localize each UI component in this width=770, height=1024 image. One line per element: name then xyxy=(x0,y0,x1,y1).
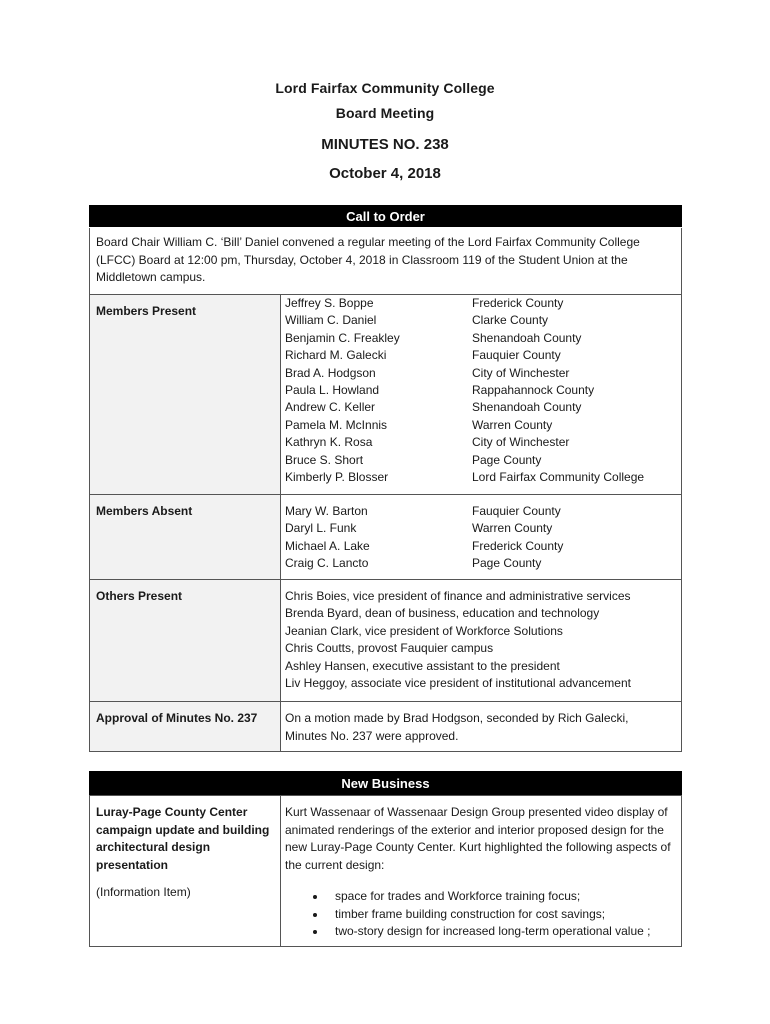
approval-row xyxy=(90,702,682,752)
attendee-item: Ashley Hansen, executive assistant to the president xyxy=(285,658,560,673)
new-business-label-cell xyxy=(90,796,281,947)
call-to-order-intro: Board Chair William C. ‘Bill’ Daniel convened a regular meeting of the Lord Fairfax Community College (LFCC) Board at 12:00 pm, Thursday, October 4, 2018 in Classroom 119 of the Student Union at the Middletown campus. xyxy=(89,228,682,295)
attendee-item: Brenda Byard, dean of business, education and technology xyxy=(285,606,600,621)
member-name: Brad A. Hodgson xyxy=(285,365,376,380)
member-jurisdiction: Shenandoah County xyxy=(472,330,582,345)
new-business-table xyxy=(89,795,682,947)
member-name: Richard M. Galecki xyxy=(285,348,387,363)
member-jurisdiction: City of Winchester xyxy=(472,365,570,380)
attendance-table xyxy=(89,294,682,752)
design-aspect-item: • two-story design for increased long-term operational value ; xyxy=(327,923,675,941)
new-business-row xyxy=(90,796,682,947)
member-jurisdiction: Fauquier County xyxy=(472,348,561,363)
members-present-list xyxy=(285,295,681,486)
members-absent-label: Members Absent xyxy=(90,495,281,580)
new-business-item-label: Luray-Page County Center campaign update and building architectural design presentation xyxy=(96,805,270,872)
member-row xyxy=(285,365,681,382)
approval-text: On a motion made by Brad Hodgson, seconded by Rich Galecki, Minutes No. 237 were approved. xyxy=(281,702,682,752)
member-name: Benjamin C. Freakley xyxy=(285,330,400,345)
members-absent-row xyxy=(90,495,682,580)
member-row xyxy=(285,312,681,329)
member-name: William C. Daniel xyxy=(285,313,377,328)
member-row xyxy=(285,538,681,555)
institution-title: Lord Fairfax Community College xyxy=(275,80,495,96)
members-absent-cell xyxy=(281,495,682,580)
member-name: Pamela M. McInnis xyxy=(285,417,388,432)
member-row xyxy=(285,503,681,520)
member-row xyxy=(285,555,681,572)
member-row xyxy=(285,330,681,347)
member-jurisdiction: Warren County xyxy=(472,417,553,432)
member-row xyxy=(285,452,681,469)
others-present-label: Others Present xyxy=(90,580,281,702)
members-present-cell xyxy=(281,295,682,495)
member-jurisdiction: Page County xyxy=(472,452,542,467)
new-business-header: New Business xyxy=(89,771,682,795)
member-jurisdiction: Warren County xyxy=(472,521,553,536)
attendee-item: Chris Boies, vice president of finance and administrative services xyxy=(285,589,631,603)
new-business-content-cell xyxy=(281,796,682,947)
meeting-date: October 4, 2018 xyxy=(329,165,441,182)
member-row xyxy=(285,347,681,364)
minutes-number: MINUTES NO. 238 xyxy=(321,136,449,153)
member-jurisdiction: City of Winchester xyxy=(472,435,570,450)
member-jurisdiction: Rappahannock County xyxy=(472,383,595,398)
member-name: Michael A. Lake xyxy=(285,538,370,553)
member-name: Paula L. Howland xyxy=(285,383,380,398)
member-name: Bruce S. Short xyxy=(285,452,364,467)
member-name: Kathryn K. Rosa xyxy=(285,435,373,450)
member-name: Jeffrey S. Boppe xyxy=(285,296,374,310)
member-row xyxy=(285,469,681,486)
design-aspects-list xyxy=(285,888,675,941)
information-item-tag: (Information Item) xyxy=(96,885,191,899)
call-to-order-header: Call to Order xyxy=(89,205,682,227)
member-name: Daryl L. Funk xyxy=(285,521,357,536)
member-jurisdiction: Clarke County xyxy=(472,313,549,328)
attendee-item: Chris Coutts, provost Fauquier campus xyxy=(285,641,494,656)
approval-label: Approval of Minutes No. 237 xyxy=(90,702,281,752)
meeting-title: Board Meeting xyxy=(335,105,435,121)
member-row xyxy=(285,382,681,399)
member-name: Andrew C. Keller xyxy=(285,400,376,415)
members-absent-list xyxy=(285,503,681,573)
member-jurisdiction: Lord Fairfax Community College xyxy=(472,470,645,485)
member-name: Kimberly P. Blosser xyxy=(285,470,389,485)
others-present-list xyxy=(285,588,681,692)
member-jurisdiction: Page County xyxy=(472,556,542,571)
member-jurisdiction: Frederick County xyxy=(472,538,564,553)
member-row xyxy=(285,295,681,312)
member-row xyxy=(285,520,681,537)
member-jurisdiction: Fauquier County xyxy=(472,504,561,518)
new-business-text: Kurt Wassenaar of Wassenaar Design Group presented video display of animated renderings of the exterior and interior proposed design for the new Luray-Page County Center. Kurt highlighted the following aspects of the current design: xyxy=(285,805,671,872)
design-aspect-item: • timber frame building construction for cost savings; xyxy=(327,906,675,924)
member-name: Craig C. Lancto xyxy=(285,556,369,571)
member-row xyxy=(285,434,681,451)
others-present-cell xyxy=(281,580,682,702)
members-present-label: Members Present xyxy=(90,295,281,495)
member-jurisdiction: Frederick County xyxy=(472,296,564,310)
member-jurisdiction: Shenandoah County xyxy=(472,400,582,415)
member-name: Mary W. Barton xyxy=(285,504,368,518)
others-present-row xyxy=(90,580,682,702)
attendee-item: Liv Heggoy, associate vice president of institutional advancement xyxy=(285,676,631,691)
members-present-row xyxy=(90,295,682,495)
member-row xyxy=(285,417,681,434)
design-aspect-item: • space for trades and Workforce training focus; xyxy=(327,888,675,906)
member-row xyxy=(285,399,681,416)
attendee-item: Jeanian Clark, vice president of Workforce Solutions xyxy=(285,623,563,638)
